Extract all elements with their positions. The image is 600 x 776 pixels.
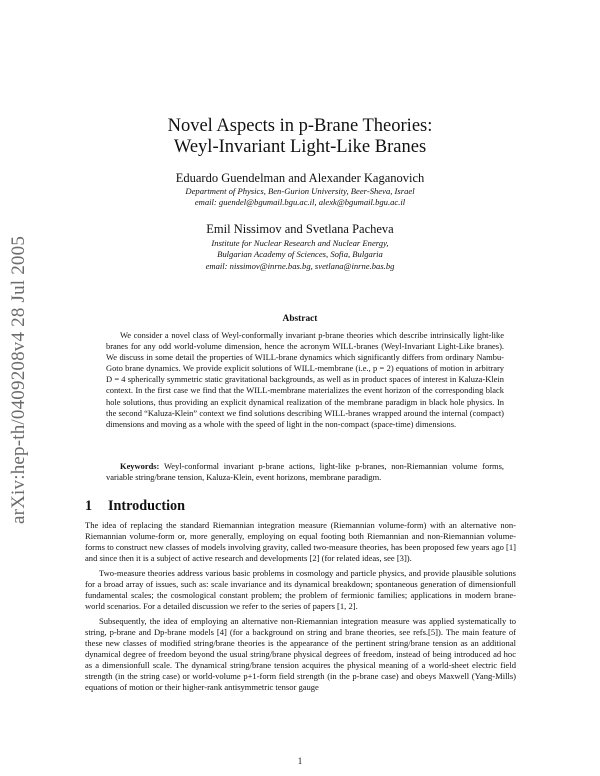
authors-group-1: Eduardo Guendelman and Alexander Kaganovich bbox=[175, 171, 425, 185]
authors-group-2: Emil Nissimov and Svetlana Pacheva bbox=[206, 222, 394, 236]
arxiv-id: arXiv:hep-th/0409208v4 28 Jul 2005 bbox=[8, 235, 29, 525]
keywords bbox=[106, 461, 504, 483]
title-line-2: Weyl-Invariant Light-Like Branes bbox=[173, 137, 427, 157]
section-heading bbox=[85, 498, 185, 515]
email-group-1: email: guendel@bgumail.bgu.ac.il, alexk@bgumail.bgu.ac.il bbox=[194, 197, 406, 207]
keywords-text: Weyl-conformal invariant p-brane actions, light-like p-branes, non-Riemannian volume forms, variable string/brane tension, Kaluza-Klein, event horizons, membrane paradigm. bbox=[106, 461, 504, 483]
section-title: Introduction bbox=[108, 498, 185, 514]
abstract-text: We consider a novel class of Weyl-conformally invariant p-brane theories which describe intrinsically light-like branes for any odd world-volume dimension, hence the acronym WILL-branes (Weyl-Invariant Light-Like branes). We discuss in some detail the properties of WILL-brane dynamics which significantly differs from ordinary Nambu-Goto brane dynamics. We provide explicit solutions of WILL-membrane (i.e., p = 2) equations of motion in arbitrary D = 4 spherically symmetric static gravitational backgrounds, as well as in product spaces of interest in Kaluza-Klein context. In the first case we find that the WILL-membrane materializes the event horizon of the corresponding black hole solutions, thus providing an explicit dynamical realization of the membrane paradigm in black hole physics. In the second “Kaluza-Klein” context we find solutions describing WILL-branes wrapped around the internal (compact) dimensions and moving as a whole with the speed of light in the non-compact (space-time) dimensions. bbox=[106, 330, 504, 429]
department: Department of Physics, Ben-Gurion University, Beer-Sheva, Israel bbox=[185, 186, 415, 196]
paragraph: The idea of replacing the standard Riemannian integration measure (Riemannian volume-form) with an alternative non-Riemannian volume-form or, more generally, employing on equal footing both Riemannian and non-Riemannian volume-forms to construct new classes of models involving gravity, called two-measure theories, has been proposed few years ago [1] and since then it is a subject of active research and developments [2] (for related ideas, see [3]). bbox=[85, 520, 516, 564]
institute: Institute for Nuclear Research and Nuclear Energy, bbox=[211, 238, 389, 248]
page-number: 1 bbox=[297, 756, 303, 766]
affiliation-group-1 bbox=[0, 186, 600, 208]
section-body bbox=[85, 520, 516, 697]
abstract-heading: Abstract bbox=[282, 314, 318, 324]
email-group-2: email: nissimov@inrne.bas.bg, svetlana@inrne.bas.bg bbox=[205, 260, 395, 271]
academy: Bulgarian Academy of Sciences, Sofia, Bulgaria bbox=[217, 249, 383, 260]
section-number: 1 bbox=[85, 498, 93, 514]
keywords-label: Keywords: bbox=[120, 461, 160, 471]
paper-title bbox=[0, 116, 600, 158]
affiliation-group-2 bbox=[0, 238, 600, 272]
paragraph: Two-measure theories address various basic problems in cosmology and particle physics, and provide plausible solutions for a broad array of issues, such as: scale invariance and its dynamical breakdown; spontaneous generation of dimensionfull fundamental scales; the cosmological constant problem; the problem of fermionic families; applications in modern brane-world scenarios. For a detailed discussion we refer to the series of papers [1, 2]. bbox=[85, 567, 516, 612]
paragraph: Subsequently, the idea of employing an alternative non-Riemannian integration measure was applied systematically to string, p-brane and Dp-brane models [4] (for a background on string and brane theories, see refs.[5]). The main feature of these new classes of modified string/brane theories is the appearance of the pertinent string/brane tension as an additional dynamical degree of freedom beyond the usual string/brane physical degrees of freedom, instead of being introduced ad hoc as a dimensionfull scale. The dynamical string/brane tension acquires the physical meaning of a world-sheet electric field strength (in the string case) or world-volume p+1-form field strength (in the p-brane case) and obeys Maxwell (Yang-Mills) equations of motion or their higher-rank antisymmetric tensor gauge bbox=[85, 615, 516, 693]
title-line-1: Novel Aspects in p-Brane Theories: bbox=[167, 116, 433, 136]
